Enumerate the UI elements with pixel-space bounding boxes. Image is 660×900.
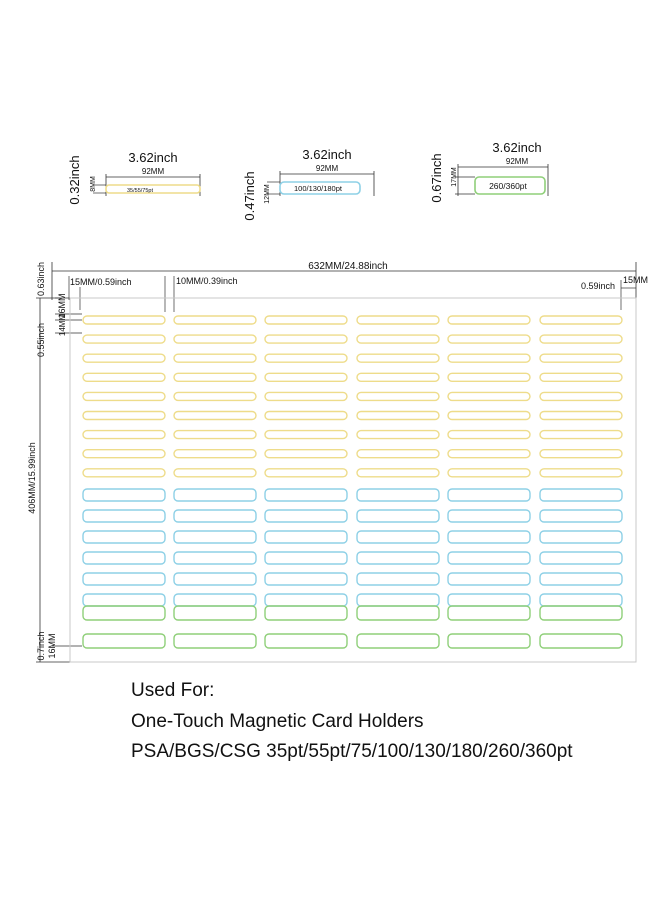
sample-label-small [67, 150, 200, 205]
sample-medium-width-mm: 92MM [315, 164, 339, 173]
label-cutout-yellow [83, 412, 165, 420]
label-cutout-yellow [448, 373, 530, 381]
label-cutout-yellow [448, 431, 530, 439]
label-cutout-yellow [357, 373, 439, 381]
label-cutout-green [265, 606, 347, 620]
label-cutout-yellow [83, 431, 165, 439]
label-cutout-blue [448, 489, 530, 501]
label-cutout-green [265, 634, 347, 648]
label-cutout-blue [174, 531, 256, 543]
caption-line-1: Used For: [131, 680, 215, 701]
label-cutout-yellow [540, 354, 622, 362]
label-cutout-yellow [265, 392, 347, 400]
row-gap-inch-label: 0.55inch [36, 322, 46, 358]
label-cutout-yellow [540, 316, 622, 324]
sheet-outline [70, 298, 636, 662]
label-cutout-blue [174, 489, 256, 501]
sample-large-height-mm: 17MM [451, 167, 458, 187]
label-cutout-blue [448, 573, 530, 585]
label-cutout-green [448, 634, 530, 648]
label-cutout-blue [540, 552, 622, 564]
sample-small-height-mm: 8MM [90, 176, 97, 192]
sample-label-medium [242, 147, 374, 221]
label-cutout-blue [83, 489, 165, 501]
label-cutout-blue [174, 552, 256, 564]
label-cutout-green [540, 606, 622, 620]
sample-large-width-mm: 92MM [505, 157, 529, 166]
label-cutout-yellow [540, 469, 622, 477]
label-cutout-yellow [265, 335, 347, 343]
label-cutout-blue [540, 510, 622, 522]
label-cutout-yellow [357, 392, 439, 400]
label-cutout-yellow [357, 335, 439, 343]
sample-medium-height-mm: 12MM [264, 184, 271, 204]
overall-height-label: 406MM/15.99inch [27, 442, 37, 514]
label-cutout-yellow [540, 392, 622, 400]
label-cutout-green [540, 634, 622, 648]
sample-medium-height-inch: 0.47inch [242, 171, 257, 221]
label-cutout-yellow [448, 392, 530, 400]
label-cutout-blue [448, 594, 530, 606]
label-cutout-green [357, 606, 439, 620]
label-cutout-green [448, 606, 530, 620]
label-cutout-yellow [83, 392, 165, 400]
label-cutout-green [174, 606, 256, 620]
row-gap-mm-label: 14MM [58, 313, 67, 337]
label-cutout-blue [265, 510, 347, 522]
label-cutout-green [83, 606, 165, 620]
top-margin-inch-label: 0.63inch [36, 261, 46, 297]
label-cutout-blue [83, 510, 165, 522]
label-cutout-yellow [83, 373, 165, 381]
label-cutout-blue [265, 594, 347, 606]
label-cutout-yellow [448, 450, 530, 458]
usage-caption [131, 676, 651, 768]
label-cutout-blue [174, 510, 256, 522]
label-cutout-yellow [174, 412, 256, 420]
label-cutout-blue [357, 573, 439, 585]
label-cutout-yellow [83, 316, 165, 324]
label-cutout-yellow [357, 469, 439, 477]
label-cutout-yellow [357, 450, 439, 458]
label-grid [83, 316, 622, 648]
sample-small-label [106, 185, 200, 193]
label-cutout-yellow [174, 450, 256, 458]
sample-medium-width-inch: 3.62inch [302, 147, 352, 162]
label-cutout-blue [357, 489, 439, 501]
label-cutout-blue [265, 573, 347, 585]
overall-width-label: 632MM/24.88inch [308, 261, 388, 272]
label-cutout-yellow [265, 450, 347, 458]
bottom-margin-mm-label: 16MM [47, 633, 57, 659]
label-cutout-blue [265, 531, 347, 543]
label-cutout-yellow [357, 431, 439, 439]
label-cutout-blue [540, 573, 622, 585]
label-cutout-yellow [357, 354, 439, 362]
label-cutout-yellow [265, 354, 347, 362]
label-cutout-blue [357, 531, 439, 543]
label-cutout-yellow [174, 316, 256, 324]
label-cutout-yellow [357, 412, 439, 420]
label-cutout-blue [83, 552, 165, 564]
sample-small-width-mm: 92MM [141, 167, 165, 176]
label-cutout-blue [83, 573, 165, 585]
sample-label-large [429, 140, 548, 203]
label-cutout-yellow [540, 431, 622, 439]
label-cutout-blue [174, 594, 256, 606]
label-cutout-yellow [174, 392, 256, 400]
caption-line-2: One-Touch Magnetic Card Holders [131, 710, 424, 732]
label-cutout-yellow [265, 431, 347, 439]
label-cutout-blue [357, 510, 439, 522]
caption-line-3: PSA/BGS/CSG 35pt/55pt/75/100/130/180/260/360pt [131, 741, 573, 762]
label-cutout-yellow [174, 335, 256, 343]
sample-medium-text: 100/130/180pt [294, 184, 342, 193]
label-cutout-yellow [357, 316, 439, 324]
label-cutout-blue [540, 594, 622, 606]
label-cutout-blue [83, 531, 165, 543]
label-cutout-blue [174, 573, 256, 585]
bottom-margin-inch-label: 0.7inch [36, 631, 46, 661]
label-cutout-green [83, 634, 165, 648]
label-cutout-yellow [83, 450, 165, 458]
right-margin-mm-label: 15MM [623, 275, 649, 285]
top-margin-mm-label: 16MM [57, 293, 67, 319]
label-cutout-yellow [540, 335, 622, 343]
label-cutout-yellow [83, 354, 165, 362]
label-cutout-blue [448, 552, 530, 564]
sample-small-width-inch: 3.62inch [128, 150, 178, 165]
right-margin-inch-label: 0.59inch [581, 281, 616, 291]
label-cutout-yellow [83, 469, 165, 477]
label-cutout-yellow [448, 354, 530, 362]
sample-large-height-inch: 0.67inch [429, 153, 444, 203]
label-cutout-yellow [540, 412, 622, 420]
label-cutout-yellow [83, 335, 165, 343]
label-cutout-yellow [540, 450, 622, 458]
label-cutout-yellow [448, 316, 530, 324]
label-cutout-blue [540, 489, 622, 501]
sample-large-width-inch: 3.62inch [492, 140, 542, 155]
label-cutout-yellow [174, 373, 256, 381]
left-margin-label: 15MM/0.59inch [70, 277, 132, 287]
label-cutout-yellow [174, 354, 256, 362]
label-cutout-blue [265, 552, 347, 564]
label-cutout-yellow [174, 469, 256, 477]
sample-large-text: 260/360pt [489, 181, 527, 191]
label-cutout-green [174, 634, 256, 648]
column-gap-label: 10MM/0.39inch [176, 276, 238, 286]
label-cutout-yellow [265, 469, 347, 477]
sheet-dimensions [27, 261, 648, 662]
label-cutout-blue [357, 594, 439, 606]
label-cutout-blue [265, 489, 347, 501]
label-cutout-blue [357, 552, 439, 564]
sample-small-text: 35/55/75pt [127, 188, 153, 194]
label-cutout-green [357, 634, 439, 648]
label-cutout-yellow [265, 412, 347, 420]
label-cutout-yellow [265, 373, 347, 381]
label-cutout-yellow [540, 373, 622, 381]
label-cutout-yellow [265, 316, 347, 324]
label-cutout-yellow [448, 412, 530, 420]
sample-small-height-inch: 0.32inch [67, 155, 82, 205]
label-cutout-yellow [448, 469, 530, 477]
label-cutout-blue [448, 531, 530, 543]
label-cutout-blue [83, 594, 165, 606]
label-cutout-blue [448, 510, 530, 522]
label-cutout-yellow [448, 335, 530, 343]
label-cutout-blue [540, 531, 622, 543]
label-cutout-yellow [174, 431, 256, 439]
